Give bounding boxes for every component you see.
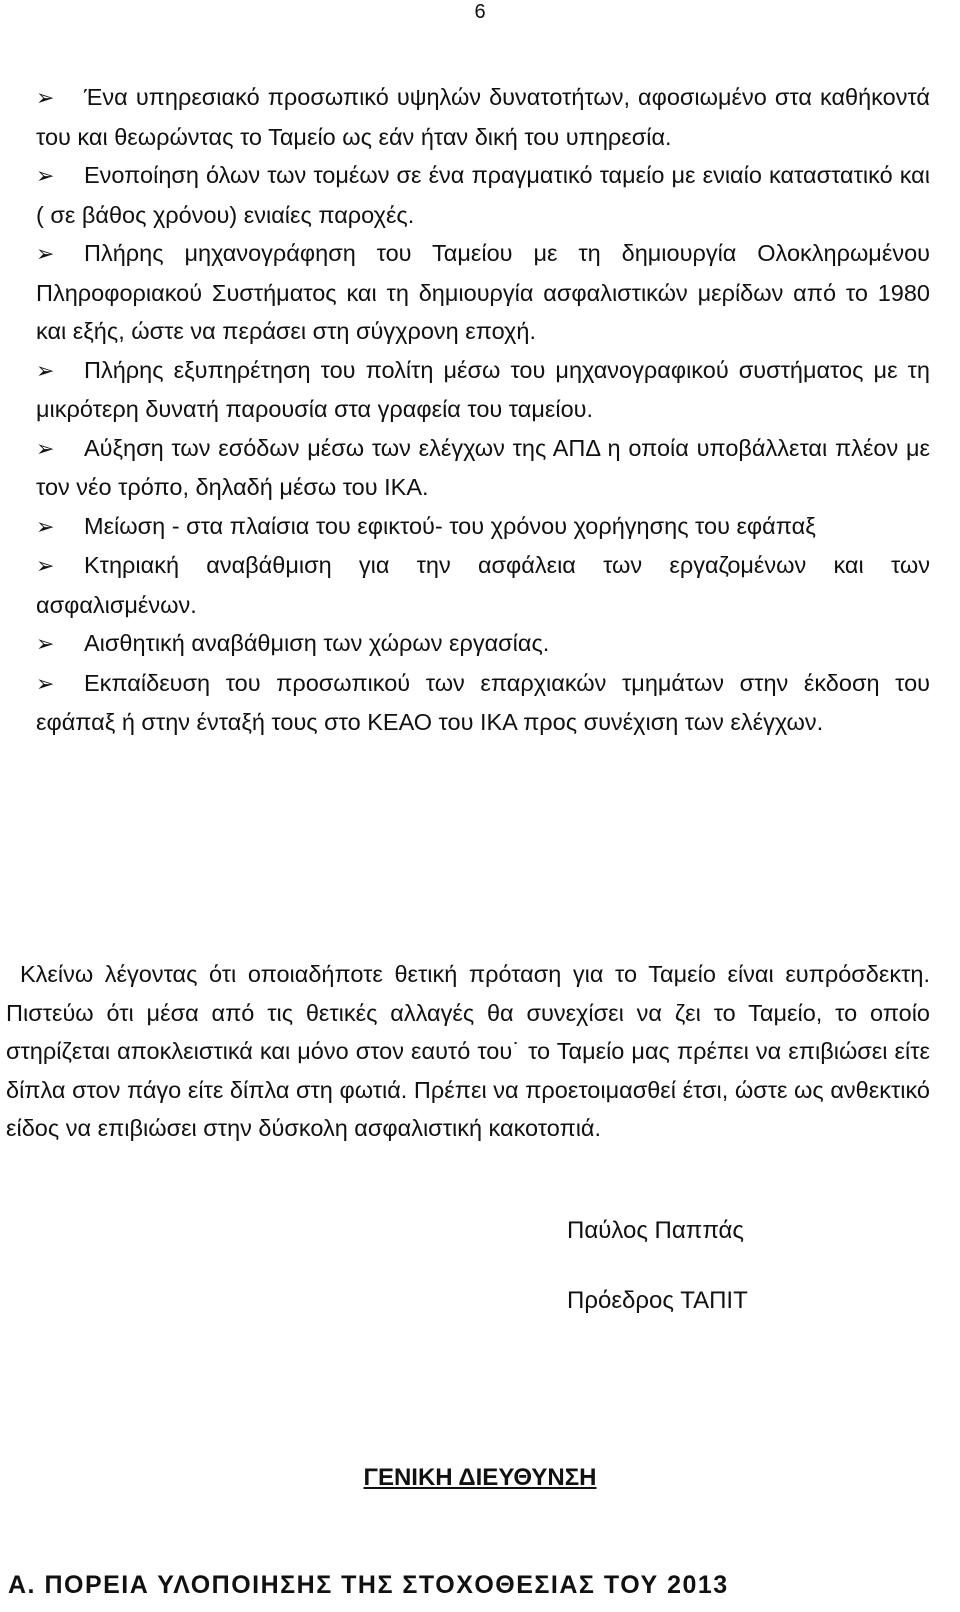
closing-paragraph: Κλείνω λέγοντας ότι οποιαδήποτε θετική πρόταση για το Ταμείο είναι ευπρόσδεκτη. Πιστεύω ότι μέσα από τις θετικές αλλαγές θα συνεχίσει να ζει το Ταμείο, το οποίο στηρίζεται αποκλειστικά και μόνο στον εαυτό του˙ το Ταμείο μας πρέπει να επιβιώσει είτε δίπλα στον πάγο είτε δίπλα στη φωτιά. Πρέπει να προετοιμασθεί έτσι, ώστε ως ανθεκτικό είδος να επιβιώσει στην δύσκολη ασφαλιστική κακοτοπιά. — [6, 961, 930, 1141]
list-item-text: Εκπαίδευση του προσωπικού των επαρχιακών τμημάτων στην έκδοση του εφάπαξ ή στην ένταξή τους στο ΚΕΑΟ του ΙΚΑ προς συνέχιση των ελέγχων. — [36, 669, 930, 735]
goals-bullet-list — [36, 78, 930, 742]
page-number: 6 — [474, 1, 486, 23]
list-item — [36, 429, 930, 507]
list-item-text: Πλήρης μηχανογράφηση του Ταμείου με τη δημιουργία Ολοκληρωμένου Πληροφοριακού Συστήματος και τη δημιουργία ασφαλιστικών μερίδων από το 1980 και εξής, ώστε να περάσει στη σύγχρονη εποχή. — [36, 240, 930, 344]
arrowhead-bullet-icon: ➢ — [36, 670, 55, 696]
list-item-text: Αύξηση των εσόδων μέσω των ελέγχων της ΑΠΔ η οποία υποβάλλεται πλέον με τον νέο τρόπο, δηλαδή μέσω του ΙΚΑ. — [36, 434, 930, 500]
section-a-heading: Α. ΠΟΡΕΙΑ ΥΛΟΠΟΙΗΣΗΣ ΤΗΣ ΣΤΟΧΟΘΕΣΙΑΣ ΤΟΥ 2013 — [8, 1571, 729, 1599]
list-item — [36, 664, 930, 742]
arrowhead-bullet-icon: ➢ — [36, 631, 55, 656]
list-item-text: Ενοποίηση όλων των τομέων σε ένα πραγματικό ταμείο με ενιαίο καταστατικό και ( σε βάθος χρόνου) ενιαίες παροχές. — [36, 162, 930, 228]
list-item — [36, 351, 930, 429]
list-item — [36, 156, 930, 234]
list-item-text: Ένα υπηρεσιακό προσωπικό υψηλών δυνατοτήτων, αφοσιωμένο στα καθήκοντά του και θεωρώντας το Ταμείο ως εάν ήταν δική του υπηρεσία. — [36, 84, 930, 150]
general-directorate-heading: ΓΕΝΙΚΗ ΔΙΕΥΘΥΝΣΗ — [363, 1464, 597, 1491]
arrowhead-bullet-icon: ➢ — [36, 357, 55, 383]
signature-title: Πρόεδρος ΤΑΠΙΤ — [567, 1287, 748, 1314]
arrowhead-bullet-icon: ➢ — [36, 163, 55, 188]
list-item-text: Αισθητική αναβάθμιση των χώρων εργασίας. — [84, 630, 550, 656]
list-item-text: Πλήρης εξυπηρέτηση του πολίτη μέσω του μηχανογραφικού συστήματος με τη μικρότερη δυνατή παρουσία στα γραφεία του ταμείου. — [36, 356, 930, 422]
list-item — [36, 234, 930, 351]
list-item-text: Μείωση - στα πλαίσια του εφικτού- του χρόνου χορήγησης του εφάπαξ — [84, 512, 816, 539]
arrowhead-bullet-icon: ➢ — [36, 553, 55, 578]
arrowhead-bullet-icon: ➢ — [36, 513, 55, 539]
signature-name: Παύλος Παππάς — [567, 1217, 744, 1244]
list-item — [36, 78, 930, 156]
list-item — [36, 546, 930, 624]
arrowhead-bullet-icon: ➢ — [36, 435, 55, 461]
arrowhead-bullet-icon: ➢ — [36, 241, 55, 266]
list-item — [36, 624, 930, 664]
list-item — [36, 507, 930, 547]
list-item-text: Κτηριακή αναβάθμιση για την ασφάλεια των εργαζομένων και των ασφαλισμένων. — [36, 552, 930, 618]
arrowhead-bullet-icon: ➢ — [36, 85, 55, 110]
